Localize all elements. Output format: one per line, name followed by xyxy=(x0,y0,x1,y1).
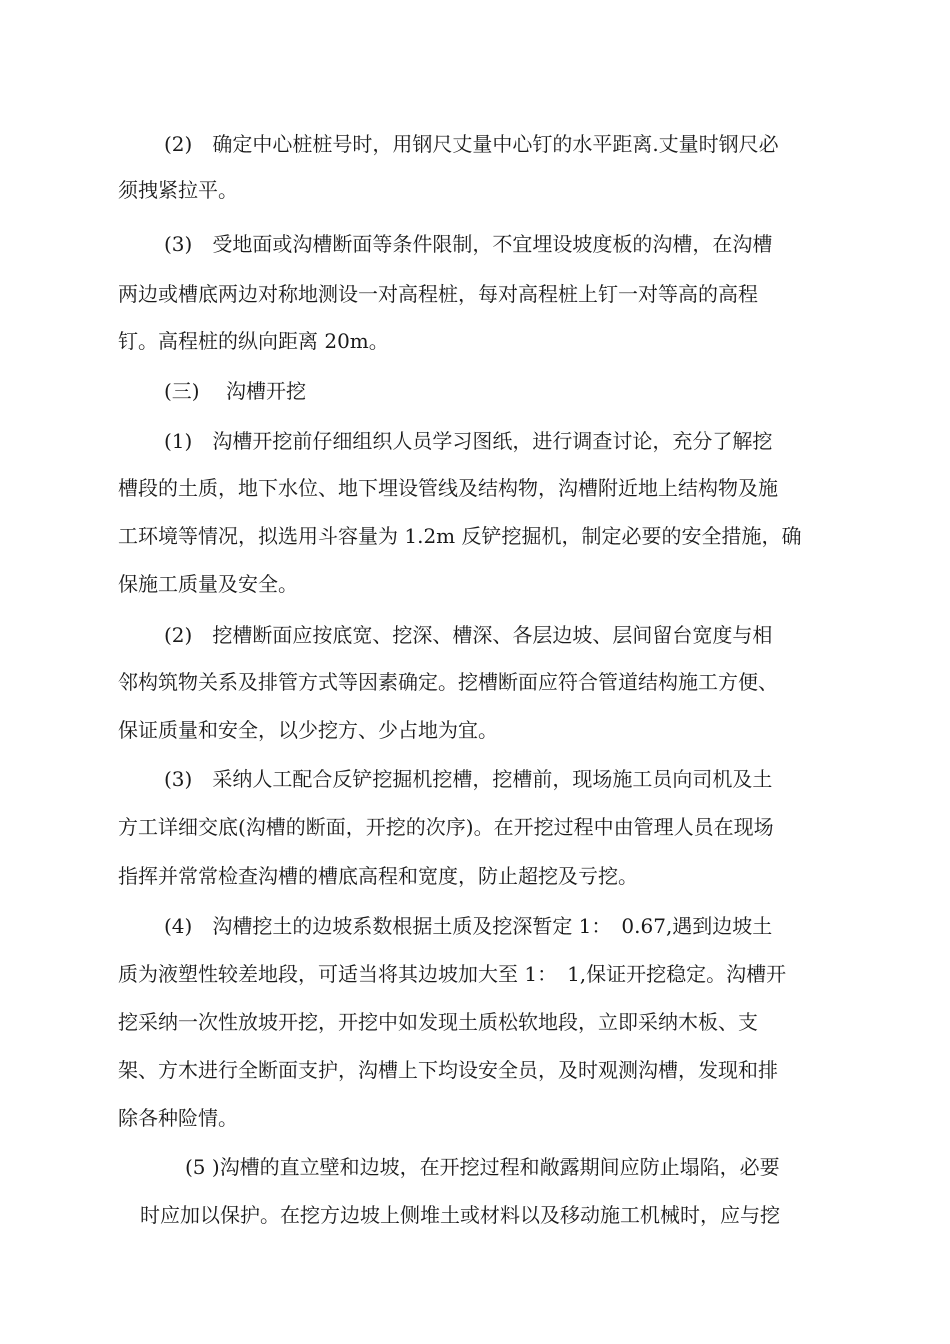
text-line: 除各种险情。 xyxy=(118,1106,238,1130)
text-line: 两边或槽底两边对称地测设一对高程桩，每对高程桩上钉一对等高的高程 xyxy=(118,282,758,306)
text-line: (1) 沟槽开挖前仔细组织人员学习图纸，进行调查讨论，充分了解挖 xyxy=(164,429,773,453)
text-line: 方工详细交底(沟槽的断面，开挖的次序)。在开挖过程中由管理人员在现场 xyxy=(118,815,774,839)
text-line: 保证质量和安全，以少挖方、少占地为宜。 xyxy=(118,718,498,742)
text-line: 挖采纳一次性放坡开挖，开挖中如发现土质松软地段，立即采纳木板、支 xyxy=(118,1010,758,1034)
section-heading: (三) 沟槽开挖 xyxy=(164,379,306,403)
text-line: (5 )沟槽的直立壁和边坡，在开挖过程和敞露期间应防止塌陷，必要 xyxy=(185,1155,780,1179)
text-line: 邻构筑物关系及排管方式等因素确定。挖槽断面应符合管道结构施工方便、 xyxy=(118,670,778,694)
text-line: 钉。高程桩的纵向距离 20m。 xyxy=(118,329,389,353)
text-line: (2) 确定中心桩桩号时，用钢尺丈量中心钉的水平距离.丈量时钢尺必 xyxy=(164,132,779,156)
text-line: 指挥并常常检查沟槽的槽底高程和宽度，防止超挖及亏挖。 xyxy=(118,864,638,888)
text-line: (3) 采纳人工配合反铲挖掘机挖槽，挖槽前，现场施工员向司机及土 xyxy=(164,767,773,791)
text-line: (3) 受地面或沟槽断面等条件限制，不宜埋设坡度板的沟槽，在沟槽 xyxy=(164,232,773,256)
text-line: (4) 沟槽挖土的边坡系数根据土质及挖深暂定 1： 0.67,遇到边坡土 xyxy=(164,914,773,938)
text-line: 须拽紧拉平。 xyxy=(118,178,238,202)
text-line: (2) 挖槽断面应按底宽、挖深、槽深、各层边坡、层间留台宽度与相 xyxy=(164,623,773,647)
text-line: 保施工质量及安全。 xyxy=(118,572,298,596)
text-line: 架、方木进行全断面支护，沟槽上下均设安全员，及时观测沟槽，发现和排 xyxy=(118,1058,778,1082)
text-line: 质为液塑性较差地段，可适当将其边坡加大至 1： 1,保证开挖稳定。沟槽开 xyxy=(118,962,787,986)
text-line: 时应加以保护。在挖方边坡上侧堆土或材料以及移动施工机械时，应与挖 xyxy=(140,1203,780,1227)
text-line: 槽段的土质，地下水位、地下埋设管线及结构物，沟槽附近地上结构物及施 xyxy=(118,476,778,500)
text-line: 工环境等情况，拟选用斗容量为 1.2m 反铲挖掘机，制定必要的安全措施，确 xyxy=(118,524,802,548)
